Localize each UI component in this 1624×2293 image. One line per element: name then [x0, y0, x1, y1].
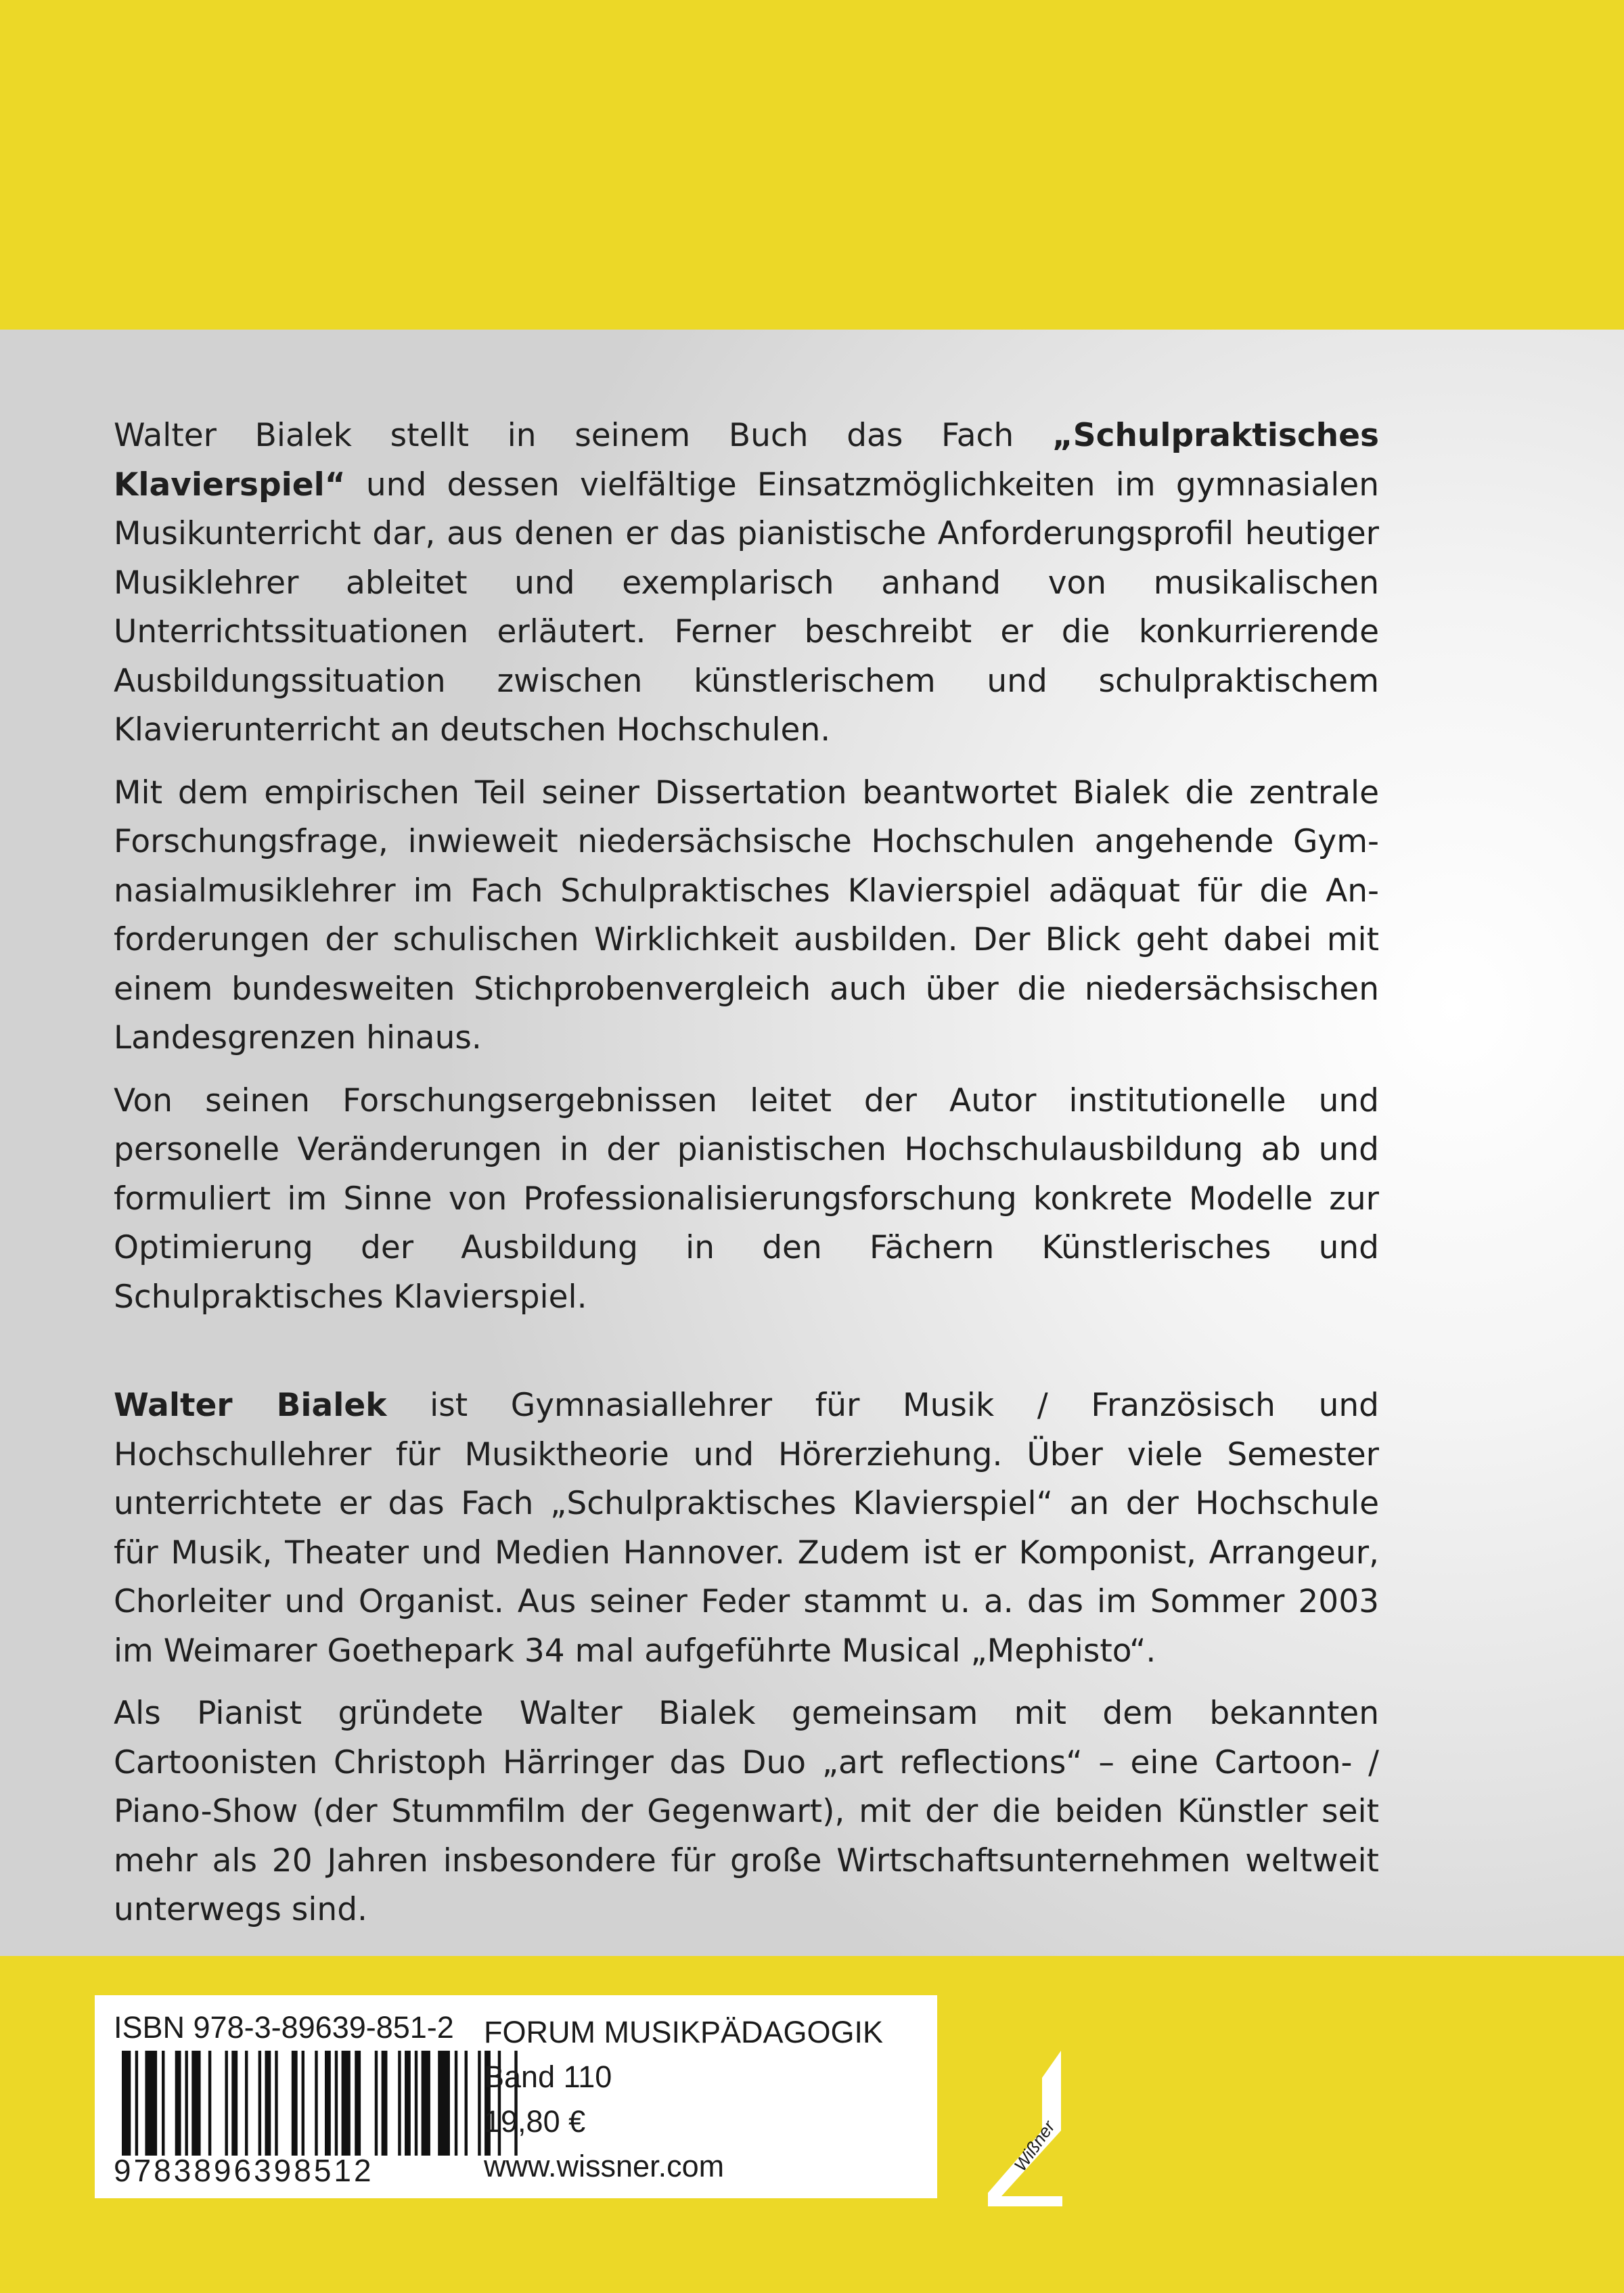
- barcode-bar: [355, 2051, 361, 2156]
- barcode-bar: [185, 2051, 187, 2156]
- barcode-bar: [325, 2051, 331, 2156]
- isbn-label: ISBN 978-3-89639-851-2: [114, 2010, 454, 2045]
- barcode-bar: [258, 2051, 261, 2156]
- description-paragraph-1: Walter Bialek stellt in seinem Buch das Fach „Schulpraktisches Klavierspiel“ und dessen vielfältige Einsatzmöglichkeiten im gymnasialen Musikunterricht dar, aus denen er das pianistische Anforderungsprofil heutiger Musiklehrer ableitet und exemplarisch anhand von musikalischen Unterrichtssituationen erläutert. Ferner beschreibt er die konkurrierende Ausbildungssituation zwischen künstlerischem und schulpraktischem Klavierunterricht an deutschen Hochschulen.: [114, 417, 1379, 749]
- barcode-bar: [122, 2051, 131, 2156]
- series-title: FORUM MUSIKPÄDAGOGIK: [484, 2015, 884, 2049]
- publisher-website: www.wissner.com: [484, 2149, 725, 2183]
- book-subject-emphasis: „Schulpraktisches Klavierspiel“: [114, 417, 1379, 504]
- barcode-bar: [302, 2051, 304, 2156]
- barcode-bar: [455, 2051, 457, 2156]
- barcode-bar: [422, 2051, 430, 2156]
- back-cover-text: [114, 411, 1379, 1949]
- author-bio-paragraph-1: Walter Bialek ist Gymnasiallehrer für Musik / Französisch und Hochschullehrer für Musiktheorie und Hörerziehung. Über viele Semester unterrichtete er das Fach „Schulpraktisches Klavierspiel“ an der Hochschule für Musik, Theater und Medien Hannover. Zudem ist er Komponist, Arrangeur, Chorleiter und Organist. Aus seiner Feder stammt u. a. das im Sommer 2003 im Weimarer Goethepark 34 mal aufgeführte Musical „Mephisto“.: [114, 1387, 1379, 1670]
- barcode-bar: [375, 2051, 378, 2156]
- barcode-bar: [162, 2051, 164, 2156]
- author-bio-paragraph-2: Als Pianist gründete Walter Bialek gemeinsam mit dem bekannten Cartoonisten Christoph Härringer das Duo „art reflections“ – eine Cartoon- / Piano-Show (der Stummfilm der Gegenwart), mit der die beiden Künstler seit mehr als 20 Jahren insbesondere für große Wirtschaftsunternehmen weltweit unterwegs sind.: [114, 1695, 1379, 1928]
- barcode-bar: [292, 2051, 298, 2156]
- barcode-bar: [175, 2051, 181, 2156]
- barcode-bar: [245, 2051, 248, 2156]
- barcode-bar: [231, 2051, 238, 2156]
- barcode-bar: [208, 2051, 211, 2156]
- description-paragraph-3: Von seinen Forschungsergebnissen leitet der Autor institutionelle und personelle Veränderungen in der pianistischen Hochschulausbildung ab und formuliert im Sinne von Professionalisierungsforschung konkrete Modelle zur Optimierung der Ausbildung in den Fächern Künstlerisches und Schulpraktisches Klavierspiel.: [114, 1082, 1379, 1316]
- barcode-digits: 9783896398512: [114, 2153, 374, 2188]
- publisher-logo: [974, 2051, 1096, 2206]
- barcode-bar: [465, 2051, 468, 2156]
- price: 19,80 €: [484, 2104, 586, 2139]
- top-yellow-band: [0, 0, 1624, 330]
- barcode-bar: [415, 2051, 418, 2156]
- barcode-bar: [135, 2051, 138, 2156]
- barcode-bar: [382, 2051, 388, 2156]
- description-paragraph-2: Mit dem empirischen Teil seiner Dissertation beantwortet Bialek die zentrale Forschungsfrage, inwieweit niedersächsische Hochschulen angehende Gymnasialmusiklehrer im Fach Schulpraktisches Klavierspiel adäquat für die Anforderungen der schulischen Wirklichkeit ausbilden. Der Blick geht dabei mit einem bundesweiten Stichprobenvergleich auch über die niedersächsischen Landesgrenzen hinaus.: [114, 774, 1379, 1056]
- author-name: Walter Bialek: [114, 1387, 387, 1424]
- imprint-info: [484, 2010, 883, 2189]
- barcode-bar: [275, 2051, 277, 2156]
- barcode-bar: [315, 2051, 317, 2156]
- barcode-bar: [145, 2051, 157, 2156]
- barcode-bar: [191, 2051, 200, 2156]
- barcode-bar: [342, 2051, 351, 2156]
- barcode-bar: [438, 2051, 450, 2156]
- barcode-bar: [405, 2051, 411, 2156]
- barcode-bar: [478, 2051, 480, 2156]
- logo-wordmark: Wißner: [1010, 2116, 1059, 2175]
- barcode-panel: [95, 1995, 937, 2198]
- barcode: [122, 2051, 528, 2156]
- barcode-bar: [335, 2051, 338, 2156]
- barcode-bar: [398, 2051, 401, 2156]
- barcode-bar: [265, 2051, 271, 2156]
- barcode-bar: [225, 2051, 227, 2156]
- volume-number: Band 110: [484, 2060, 612, 2094]
